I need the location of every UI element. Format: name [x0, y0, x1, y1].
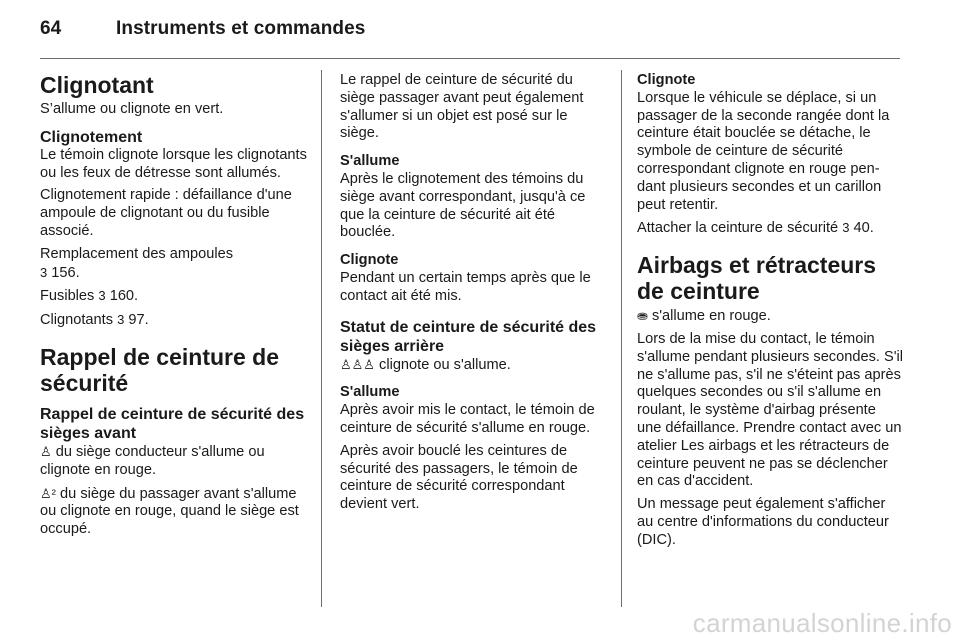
- column-divider-1: [321, 70, 322, 607]
- text-deplace: Lorsque le véhicule se déplace, si un passager de la seconde rangée dont la ceinture était bouclée se détache, le symbole de ceinture de sécurité correspondant clignote en rouge pendant plusieurs secondes et un carillon peut retentir.: [637, 89, 890, 213]
- text-apres-boucle: Après avoir bouclé les ceintures de sécurité des passagers, le témoin de ceinture de sécurité correspondant devient vert.: [340, 442, 578, 513]
- text-temoin-clignote: Le témoin clignote lorsque les clignotants ou les feux de détresse sont allumés.: [40, 146, 307, 181]
- text-pendant: Pendant un certain temps après que le contact ait été mis.: [340, 269, 591, 304]
- heading-airbags: Airbags et rétracteurs de ceinture: [637, 252, 877, 305]
- header-rule: [40, 58, 900, 59]
- heading-rappel-avant: Rappel de ceinture de sécurité des sièges avant: [40, 405, 305, 442]
- text-fusibles: [40, 287, 308, 306]
- heading-sallume-2: S'allume: [340, 384, 400, 401]
- page-title: Instruments et commandes: [116, 18, 366, 39]
- page-ref-arrow-icon: 3: [842, 220, 850, 236]
- text-clignotants: [40, 311, 308, 330]
- text-passager-body: du siège du passager avant s'allume ou clignote en rouge, quand le siège est occupé.: [40, 485, 299, 538]
- link-fusibles-ref[interactable]: 160.: [109, 288, 139, 305]
- text-conducteur-body: du siège conducteur s'allume ou clignote en rouge.: [40, 443, 265, 478]
- text-passager: [40, 485, 308, 539]
- text-mise-contact: Lors de la mise du contact, le témoin s'allume pendant plusieurs secondes. S'il ne s'allume pas, s'il ne s'éteint pas après quelques secondes ou s'il s'allume en roulant, le système d'airbag présente une défaillance. Prendre contact avec un atelier Les airbags et les rétracteurs de ceinture peuvent ne pas se déclencher en cas d'accident.: [637, 330, 903, 490]
- link-ampoules-ref[interactable]: 156.: [51, 264, 80, 281]
- link-attacher-ref[interactable]: 40.: [853, 220, 874, 237]
- page-number: 64: [40, 18, 62, 39]
- heading-sallume-1: S'allume: [340, 153, 400, 170]
- column-3: [637, 72, 903, 555]
- text-allume-rouge: [637, 307, 903, 326]
- text-rappel-passager: Le rappel de ceinture de sécurité du siège passager avant peut également s'allumer si un objet est posé sur le siège.: [340, 72, 584, 142]
- heading-clignotant: Clignotant: [40, 72, 154, 98]
- text-apres-contact: Après avoir mis le contact, le témoin de ceinture de sécurité s'allume en rouge.: [340, 402, 595, 436]
- heading-rappel-ceinture: Rappel de ceinture de sécurité: [40, 343, 280, 396]
- text-fusibles-label: Fusibles: [40, 288, 95, 305]
- text-clignote-ou-body: clignote ou s'allume.: [379, 356, 511, 373]
- airbag-icon: ⛂: [637, 308, 648, 324]
- heading-statut-arriere: Statut de ceinture de sécurité des sièges arrière: [340, 318, 597, 355]
- heading-clignote-2: Clignote: [637, 72, 696, 88]
- seatbelt-rear-icon: ♙♙♙: [340, 356, 375, 372]
- seatbelt-driver-icon: ♙: [40, 443, 52, 459]
- text-apres-clignotement: Après le clignotement des témoins du siège avant correspondant, jusqu'à ce que la ceinture de sécurité ait été bouclée.: [340, 170, 586, 241]
- column-divider-2: [621, 70, 622, 607]
- page-header: [40, 18, 900, 40]
- text-remplacement: [40, 246, 308, 283]
- page-ref-arrow-icon: 3: [40, 264, 48, 280]
- page-ref-arrow-icon: 3: [98, 288, 106, 304]
- text-allume-vert: S’allume ou clignote en vert.: [40, 101, 224, 117]
- text-clignote-ou: [340, 356, 606, 375]
- page-ref-arrow-icon: 3: [117, 312, 125, 328]
- text-allume-rouge-body: s'allume en rouge.: [651, 308, 771, 325]
- heading-clignote-1: Clignote: [340, 252, 399, 269]
- text-message-dic: Un message peut également s'afficher au centre d'informations du conducteur (DIC).: [637, 496, 889, 548]
- seatbelt-passenger-icon: ♙²: [40, 485, 56, 501]
- text-clignotement-rapide: Clignotement rapide : défaillance d'une ampoule de clignotant ou du fusible associé.: [40, 187, 292, 239]
- link-clignotants-ref[interactable]: 97.: [128, 312, 149, 329]
- text-conducteur: [40, 443, 308, 480]
- column-1: [40, 72, 308, 544]
- text-attacher-label: Attacher la ceinture de sécurité: [637, 220, 839, 237]
- text-attacher: [637, 219, 903, 238]
- column-2: [340, 72, 606, 519]
- text-clignotants-label: Clignotants: [40, 312, 114, 329]
- watermark: carmanualsonline.info: [692, 608, 952, 638]
- heading-clignotement: Clignotement: [40, 128, 143, 146]
- text-remplacement-label: Remplacement des ampoules: [40, 245, 234, 262]
